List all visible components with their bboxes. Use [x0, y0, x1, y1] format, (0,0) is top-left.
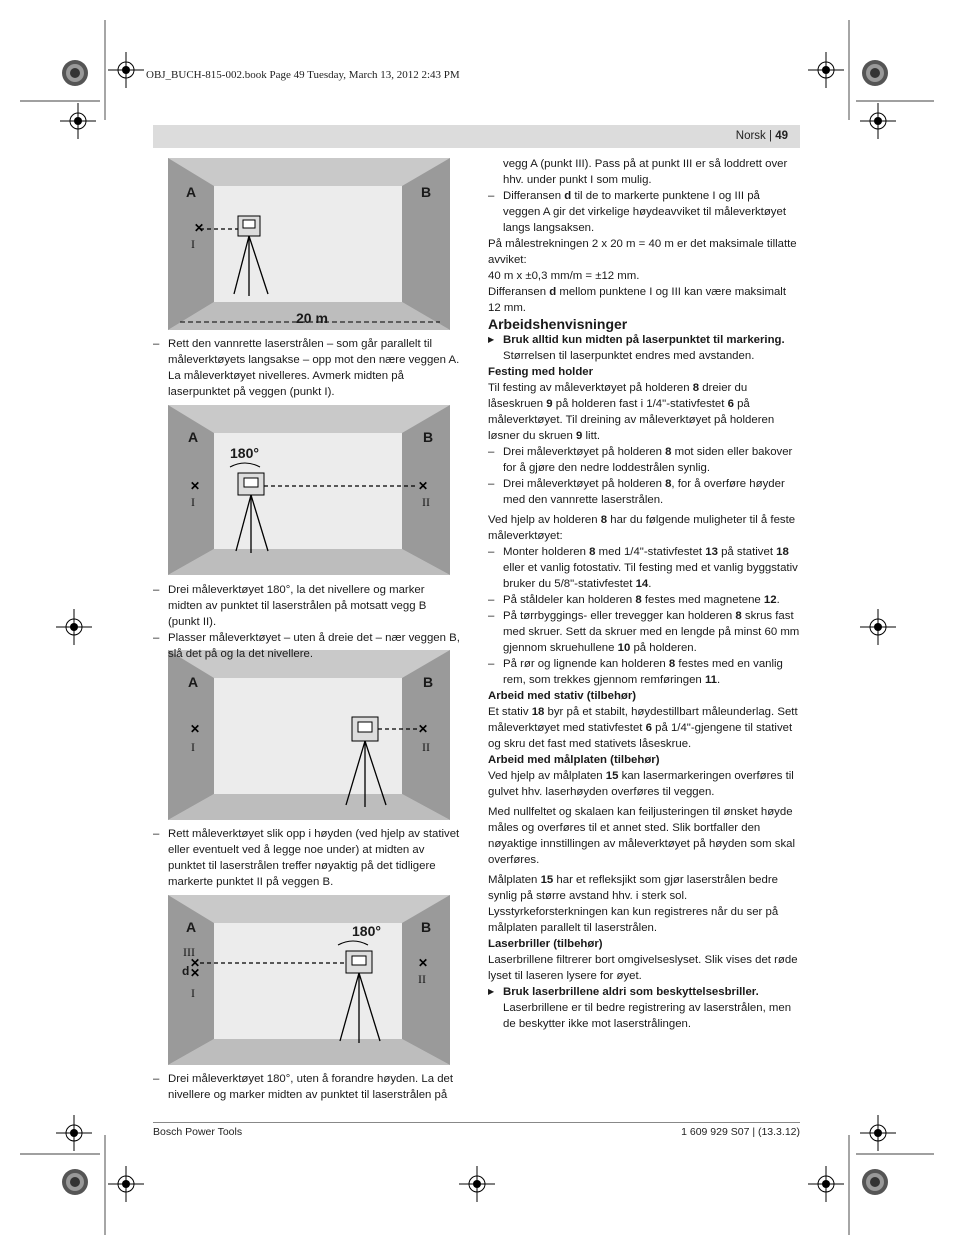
t: Ved hjelp av målplaten — [488, 770, 606, 782]
n: 10 — [617, 642, 631, 654]
r2a: Differansen — [503, 190, 565, 202]
t: Drei måleverktøyet på holderen — [503, 446, 666, 458]
r-continuation: vegg A (punkt III). Pass på at punkt III er så loddrett over hhv. under punkt I som mulig. — [503, 158, 788, 186]
festing-4 — [488, 512, 800, 544]
svg-text:✕: ✕ — [418, 722, 429, 736]
t: . — [648, 578, 652, 590]
svg-text:✕: ✕ — [190, 956, 201, 970]
tip1-bold: Bruk alltid kun midten på laserpunktet til markering. — [503, 334, 785, 346]
step-3: – Plasser måleverktøyet – uten å dreie det – nær veggen B, slå det på og la det nivellere. — [153, 630, 461, 662]
r2b: d — [564, 190, 572, 202]
festing-5 — [488, 544, 800, 592]
n: 8 — [668, 658, 676, 670]
fig4-mark-i: I — [191, 986, 195, 1000]
fig4-mark-d: d — [182, 964, 190, 978]
t: kan lasermarkeringen overføres til gulvet hhv. laserhøyden overføres til veggen. — [488, 770, 794, 798]
r-max-diff — [488, 284, 800, 316]
t: har et refleksjikt som gjør laserstrålen bedre synlig på større avstand hhv. i sterk sol. Lysstyrkeforsterkningen kan kun registreres når du ser på målplaten parallelt til laserstrålen. — [488, 874, 779, 934]
figure-room-1 — [168, 158, 450, 330]
n: 15 — [605, 770, 619, 782]
t: på stativet — [717, 546, 777, 558]
t: byr på et stabilt, høydestillbart måleunderlag. Sett måleverktøyet med stativfestet — [488, 706, 798, 734]
n: 11 — [704, 674, 717, 686]
n: 13 — [705, 546, 718, 558]
t: , for å overføre høyder med den vannrette laserstrålen. — [503, 478, 785, 506]
n: 8 — [600, 514, 608, 526]
heading-briller: Laserbriller (tilbehør) — [488, 938, 603, 950]
t: Til festing av måleverktøyet på holderen — [488, 382, 693, 394]
n: 9 — [546, 398, 553, 410]
t: dreier du låseskruen — [488, 382, 748, 410]
n: 8 — [735, 610, 742, 622]
fig1-label-b: B — [421, 184, 432, 200]
festing-7 — [488, 608, 800, 656]
festing-1 — [488, 380, 800, 444]
r-difference — [488, 188, 800, 236]
heading-festing: Festing med holder — [488, 366, 594, 378]
t: på holderen. — [630, 642, 697, 654]
figure-room-4 — [168, 895, 450, 1065]
malplate-3 — [488, 872, 800, 936]
fig4-label-b: B — [421, 919, 432, 935]
t: . — [776, 594, 780, 606]
t: . — [716, 674, 721, 686]
left-text-2 — [153, 582, 461, 662]
t: På ståldeler kan holderen — [503, 594, 636, 606]
t: på 1/4"-gjengene til stativet og skru det fast med stativets låseskrue. — [488, 722, 793, 750]
malplate-1 — [488, 768, 800, 800]
t: på holderen fast i 1/4"-stativfestet — [552, 398, 728, 410]
t: på måleverktøyet. Til dreining av måleverktøyet på holderen løsner du skruen — [488, 398, 775, 442]
n: 8 — [635, 594, 642, 606]
n: 15 — [540, 874, 554, 886]
fig1-label-a: A — [186, 184, 197, 200]
svg-text:✕: ✕ — [418, 956, 429, 970]
fig4-angle: 180° — [352, 923, 381, 939]
stativ-1 — [488, 704, 800, 752]
fig4-label-a: A — [186, 919, 197, 935]
n: 9 — [576, 430, 583, 442]
heading-stativ: Arbeid med stativ (tilbehør) — [488, 690, 637, 702]
n: 18 — [776, 546, 789, 558]
r5c: mellom punktene I og III kan være maksimalt 12 mm. — [488, 286, 786, 314]
footer-divider — [153, 1122, 800, 1123]
tip-1 — [488, 332, 800, 364]
festing-3 — [488, 476, 800, 508]
fig2-angle: 180° — [230, 445, 259, 461]
n: 6 — [645, 722, 652, 734]
t: mot siden eller bakover for å gjøre den nedre loddestrålen synlig. — [503, 446, 793, 474]
figure-room-2 — [168, 405, 450, 575]
n: 18 — [531, 706, 545, 718]
n: 8 — [589, 546, 596, 558]
fig2-mark-i: I — [191, 495, 195, 509]
t: På rør og lignende kan holderen — [503, 658, 669, 670]
step-4: – Rett måleverktøyet slik opp i høyden (ved hjelp av stativet eller eventuelt ved å legge noe under) at midten av punktet til laserstrålen treffer nøyaktig på det tidligere markerte punktet II på veggen B. — [153, 826, 461, 890]
fig4-mark-ii: II — [418, 972, 426, 986]
print-info-line: OBJ_BUCH-815-002.book Page 49 Tuesday, March 13, 2012 2:43 PM — [146, 69, 460, 81]
figure-room-3 — [168, 650, 450, 820]
t: Ved hjelp av holderen — [488, 514, 601, 526]
svg-text:✕: ✕ — [190, 722, 201, 736]
n: 8 — [665, 446, 672, 458]
left-text-3 — [153, 826, 461, 890]
step-2: – Drei måleverktøyet 180°, la det nivellere og marker midten av punktet til laserstrålen på motsatt vegg B (punkt II). — [153, 582, 461, 630]
heading-arbeidshenvisninger: Arbeidshenvisninger — [488, 316, 628, 332]
festing-8 — [488, 656, 800, 688]
n: 12 — [763, 594, 777, 606]
festing-2 — [488, 444, 800, 476]
right-column — [488, 156, 800, 1032]
malplate-2: Med nullfeltet og skalaen kan feiljusteringen til ønsket høyde måles og overføres til et annet sted. Slik bortfaller den nøyaktige innstillingen av måleverktøyet på høyden som skal overføres. — [488, 806, 796, 866]
fig4-mark-iii: III — [183, 945, 195, 959]
t: har du følgende muligheter til å feste måleverktøyet: — [488, 514, 796, 542]
header-language: Norsk — [735, 130, 766, 142]
fig1-distance: 20 m — [296, 310, 328, 326]
tip1-rest: Størrelsen til laserpunktet endres med avstanden. — [503, 350, 755, 362]
r5a: Differansen — [488, 286, 550, 298]
svg-text:✕: ✕ — [190, 479, 201, 493]
r2c: til de to markerte punktene I og III på veggen A gir det virkelige høydeavviket til måleverktøyet langs langsaksen. — [503, 190, 786, 234]
n: 8 — [692, 382, 700, 394]
n: 8 — [665, 478, 672, 490]
header-separator: | — [769, 130, 772, 142]
t: Monter holderen — [503, 546, 590, 558]
svg-text:✕: ✕ — [194, 221, 205, 235]
svg-text:✕: ✕ — [190, 966, 201, 980]
page-number: 49 — [775, 130, 788, 142]
r-formula: 40 m x ±0,3 mm/m = ±12 mm. — [488, 270, 640, 282]
t: litt. — [582, 430, 601, 442]
left-text-4 — [153, 1071, 461, 1103]
fig2-label-b: B — [423, 429, 434, 445]
svg-text:✕: ✕ — [418, 479, 429, 493]
n: 6 — [727, 398, 734, 410]
tip-2 — [488, 984, 800, 1032]
fig2-mark-ii: II — [422, 495, 430, 509]
r-tolerance: På målestrekningen 2 x 20 m = 40 m er det maksimale tillatte avviket: — [488, 238, 797, 266]
tip2-bold: Bruk laserbrillene aldri som beskyttelsesbriller. — [503, 986, 759, 998]
page-header — [153, 125, 800, 148]
footer-doc-number: 1 609 929 S07 | (13.3.12) — [681, 1126, 800, 1138]
t: festes med en vanlig rem, som trekkes gjennom remføringen — [503, 658, 783, 686]
tip2-rest: Laserbrillene er til bedre registrering av laserstrålen, men de beskytter ikke mot laserstrålingen. — [503, 1002, 792, 1030]
r5b: d — [549, 286, 557, 298]
fig3-label-a: A — [188, 674, 199, 690]
fig3-label-b: B — [423, 674, 434, 690]
fig2-label-a: A — [188, 429, 199, 445]
heading-malplate: Arbeid med målplaten (tilbehør) — [488, 754, 660, 766]
t: festes med magnetene — [641, 594, 764, 606]
briller-1: Laserbrillene filtrerer bort omgivelseslyset. Slik vises det røde lyset til laseren lysere for øyet. — [488, 954, 798, 982]
t: Målplaten — [488, 874, 541, 886]
t: Drei måleverktøyet på holderen — [503, 478, 666, 490]
fig3-mark-i: I — [191, 740, 195, 754]
t: Et stativ — [488, 706, 532, 718]
fig3-mark-ii: II — [422, 740, 430, 754]
festing-6 — [488, 592, 800, 608]
t: med 1/4"-stativfestet — [595, 546, 706, 558]
n: 14 — [635, 578, 649, 590]
fig1-mark-i: I — [191, 237, 195, 251]
footer-publisher: Bosch Power Tools — [153, 1126, 243, 1138]
t: eller et vanlig fotostativ. Til festing med et vanlig byggstativ bruker du 5/8"-stativfestet — [503, 562, 798, 590]
page-header-text — [736, 130, 788, 142]
left-text-1 — [153, 336, 461, 400]
t: skrus fast med skruer. Sett da skruer med en lengde på minst 60 mm gjennom skruehullene — [503, 610, 800, 654]
t: På tørrbyggings- eller trevegger kan holderen — [503, 610, 736, 622]
step-1: – Rett den vannrette laserstrålen – som går parallelt til måleverktøyets langsakse – opp mot den nære veggen A. La måleverktøyet nivelleres. Avmerk midten på laserpunktet på veggen (punkt I). — [153, 336, 461, 400]
step-5: – Drei måleverktøyet 180°, uten å forandre høyden. La det nivellere og marker midten av punktet til laserstrålen på — [153, 1071, 461, 1103]
